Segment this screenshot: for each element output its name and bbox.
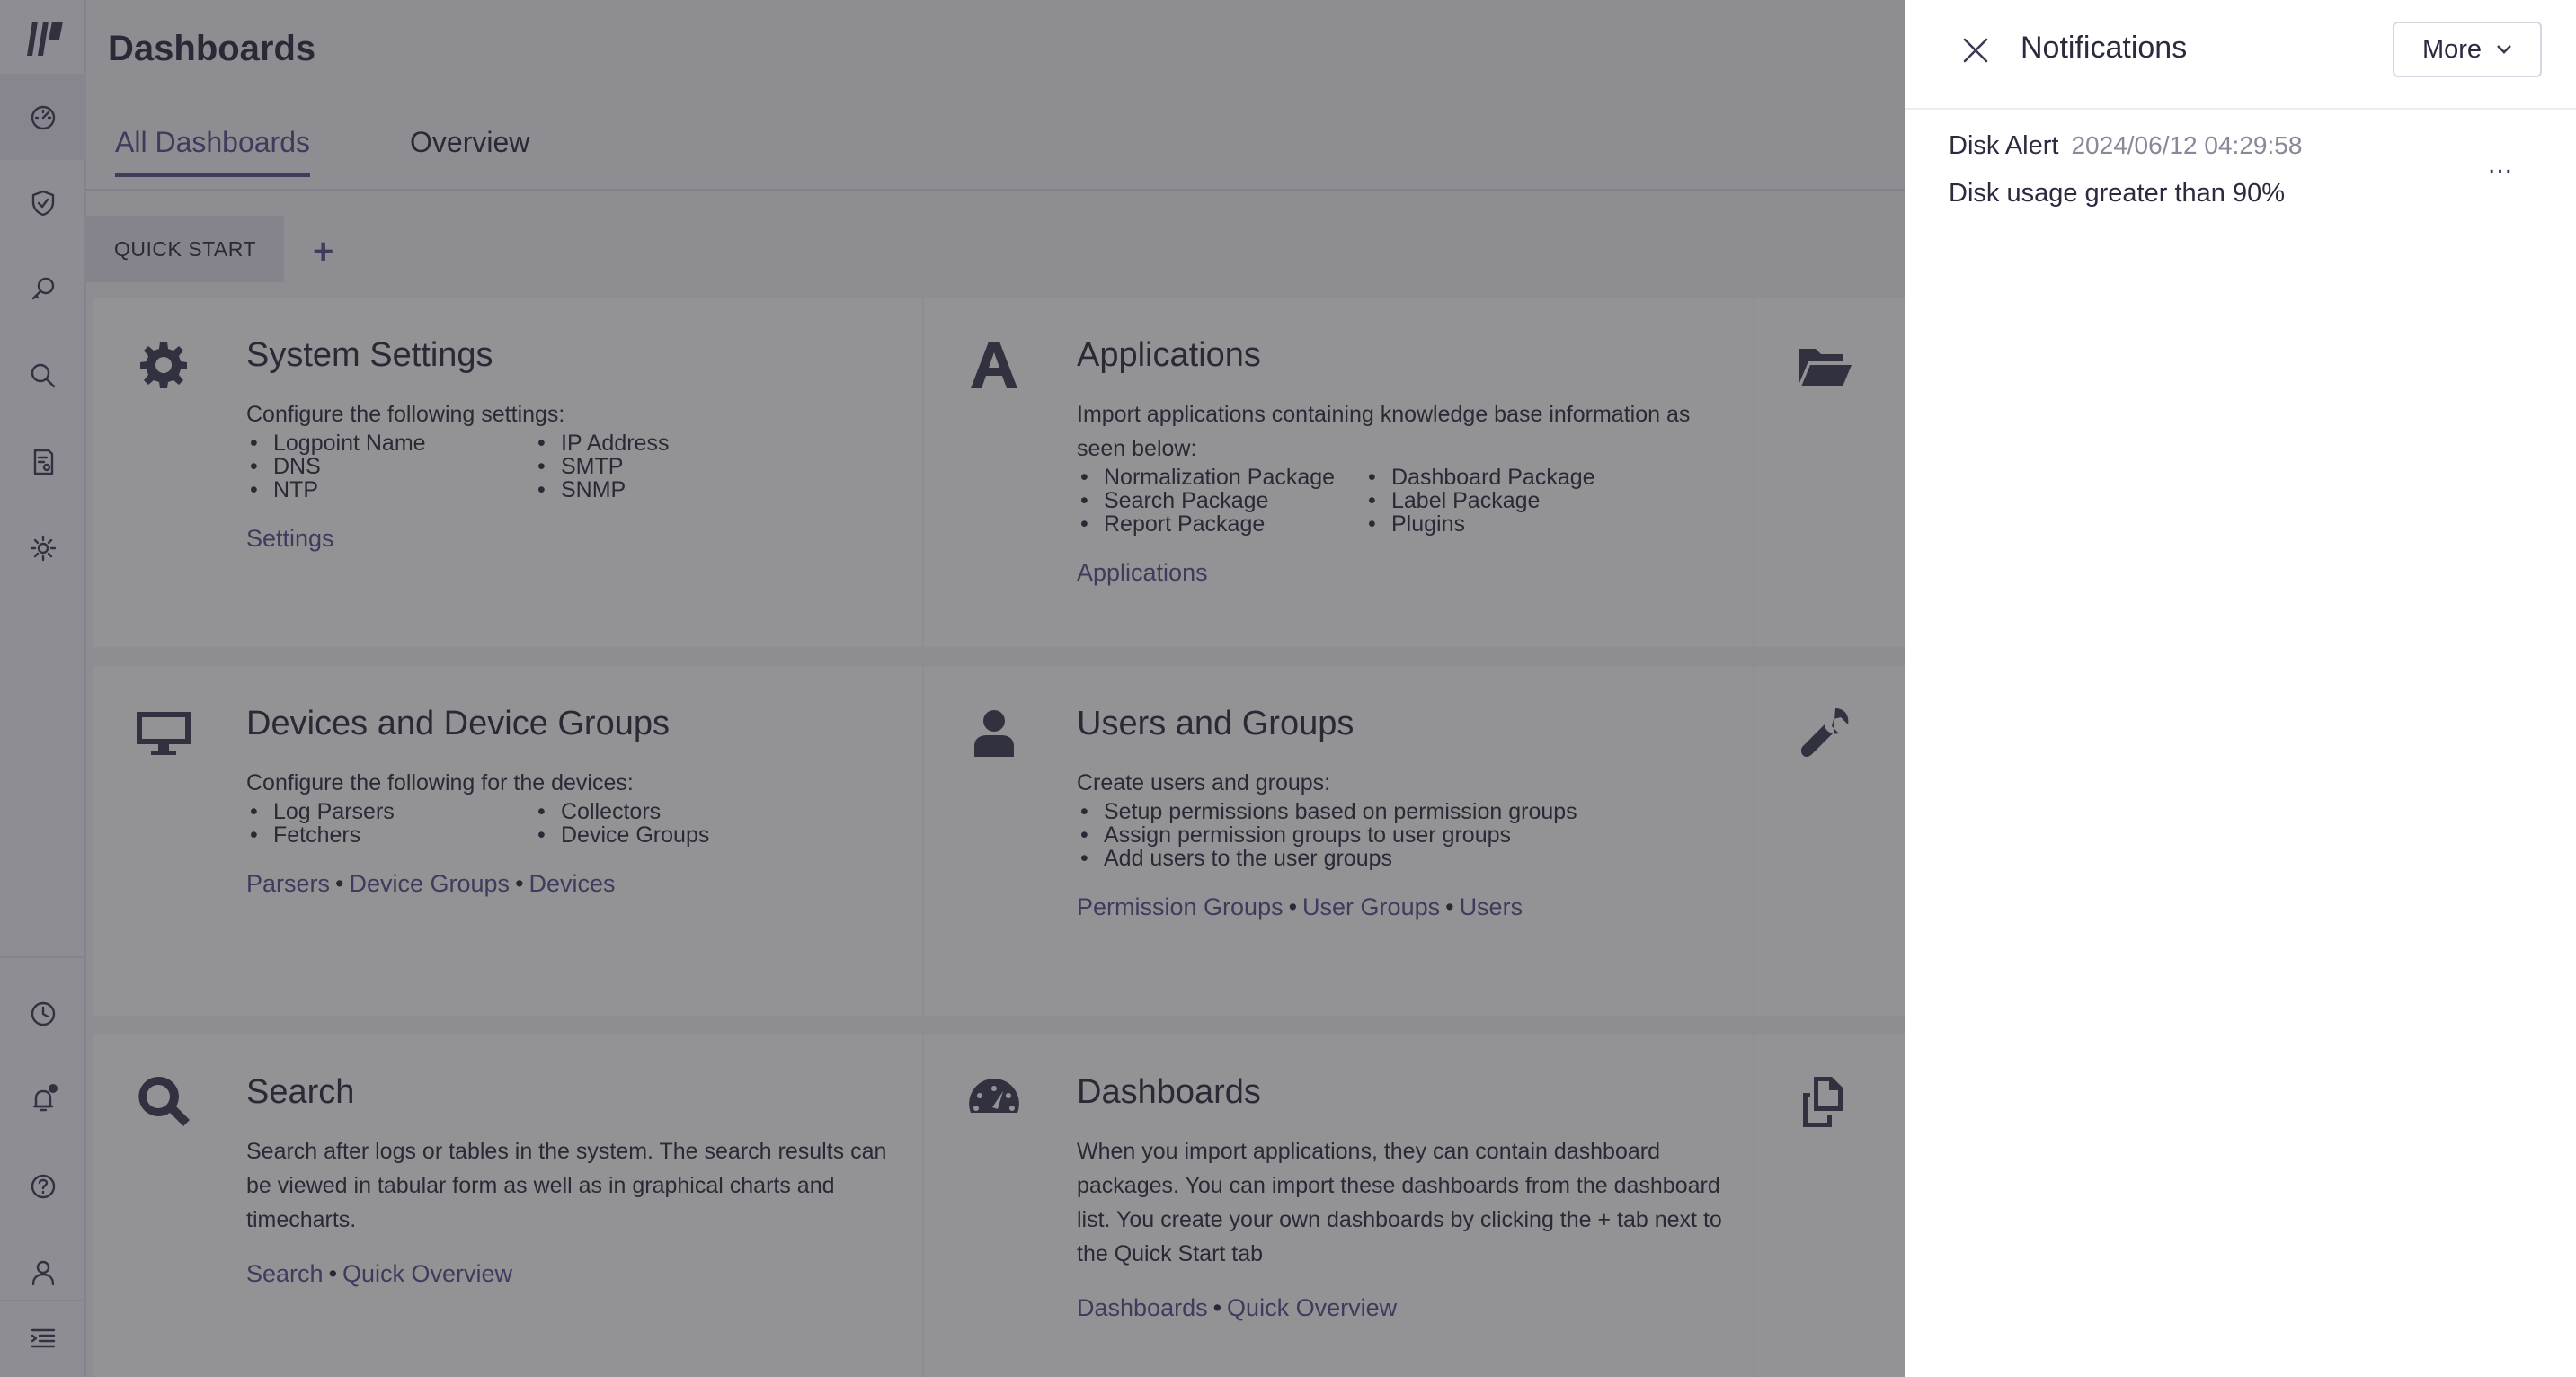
chevron-down-icon — [2496, 41, 2512, 58]
notification-name: Disk Alert — [1949, 131, 2059, 160]
notifications-panel — [1905, 0, 2576, 1377]
notification-item[interactable] — [1949, 131, 2533, 209]
more-button[interactable] — [2393, 22, 2542, 77]
notification-message: Disk usage greater than 90% — [1949, 179, 2285, 208]
notification-menu-button[interactable]: ... — [2488, 149, 2514, 179]
notification-time: 2024/06/12 04:29:58 — [2071, 131, 2303, 159]
close-button[interactable] — [1956, 31, 1995, 70]
more-label: More — [2421, 34, 2483, 64]
close-icon — [1956, 31, 1995, 70]
panel-title: Notifications — [2021, 31, 2188, 65]
panel-header — [1905, 0, 2576, 110]
